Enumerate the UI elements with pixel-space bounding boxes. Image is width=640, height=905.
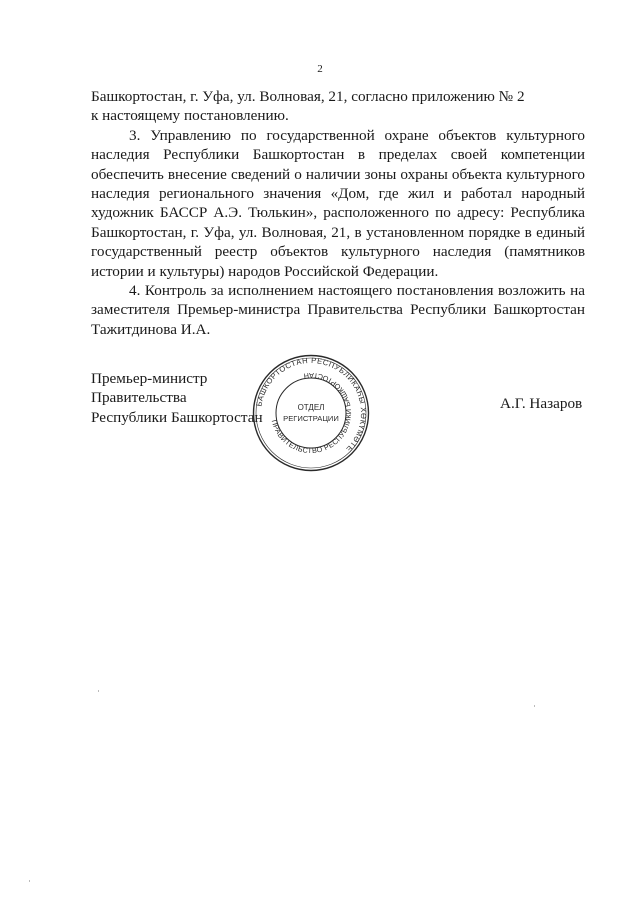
stamp-center-line-2: РЕГИСТРАЦИИ [283, 414, 339, 423]
signer-name: А.Г. Назаров [500, 395, 583, 412]
text-line: Башкортостан, г. Уфа, ул. Волновая, 21, согласно приложению № 2 [91, 88, 525, 105]
paragraph-address-continuation [91, 87, 585, 126]
text-line: 4. Контроль за исполнением настоящего постановления возложить [129, 282, 566, 300]
registration-stamp [252, 354, 370, 472]
stamp-inner-text: ПРАВИТЕЛЬСТВО РЕСПУБЛИКИ БАШКОРТОСТАН [269, 370, 354, 456]
scan-speck [98, 690, 99, 692]
position-line: Республики Башкортостан [91, 408, 263, 426]
paragraph-item-4 [91, 281, 585, 339]
scan-speck [534, 705, 535, 707]
text-line: (памятников истории и культуры) народов Российской Федерации. [91, 243, 585, 280]
text-line: к настоящему постановлению. [91, 107, 289, 125]
text-line: народный художник БАССР А.Э. Тюлькин», расположенного по адресу: [91, 185, 585, 222]
text-line: на заместителя Премьер-министра Правительства Республики [91, 282, 586, 319]
paragraph-item-3 [91, 126, 585, 281]
text-line: культурного наследия регионального значения «Дом, где жил и работал [91, 165, 586, 203]
signatory-position [91, 369, 263, 427]
position-line: Правительства [91, 389, 187, 407]
document-body [91, 87, 585, 339]
text-line: Республика Башкортостан, г. Уфа, ул. Волновая, 21, в установленном [91, 204, 585, 241]
scan-speck [29, 880, 30, 882]
text-line: 3. Управлению по государственной охране объектов культурного [129, 126, 585, 144]
stamp-outer-text: БАШКОРТОСТАН РЕСПУБЛИКАҺЫ ХӨКҮМӘТЕ [254, 355, 369, 455]
text-line: порядке в единый государственный реестр объектов культурного наследия [91, 223, 586, 261]
text-line: обеспечить внесение сведений о наличии зоны охраны объекта [91, 165, 503, 183]
stamp-center-line-1: ОТДЕЛ [297, 403, 325, 412]
page-number: 2 [317, 63, 323, 75]
text-line: Башкортостан Тажитдинова И.А. [91, 301, 586, 338]
text-line: наследия Республики Башкортостан в пределах своей компетенции [91, 146, 585, 164]
position-line: Премьер-министр [91, 370, 208, 387]
